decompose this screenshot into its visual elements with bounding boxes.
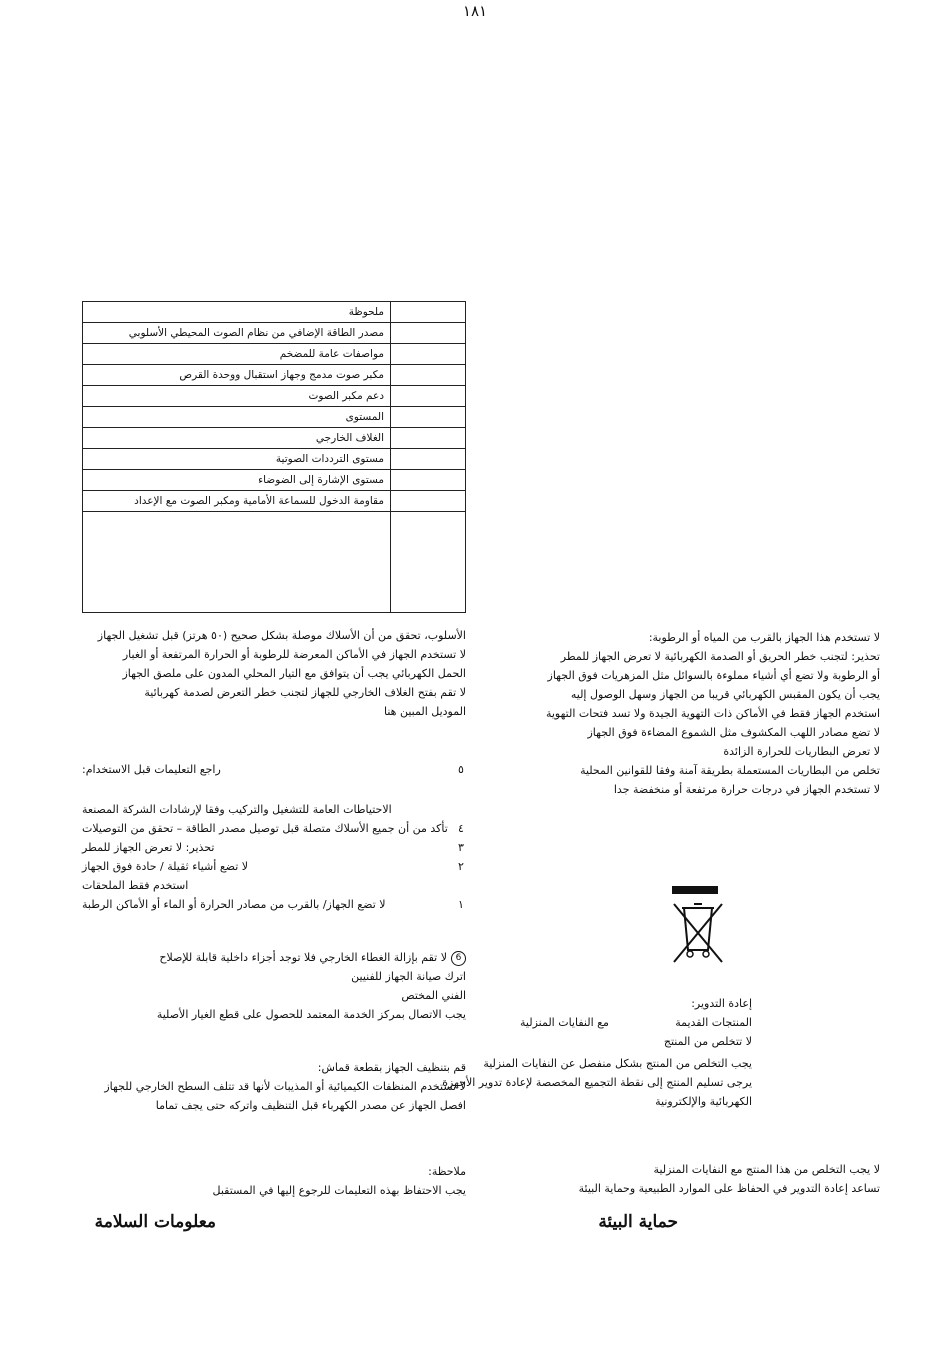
text-line: الكهربائية والإلكترونية [655, 1095, 752, 1108]
table-value-cell [391, 512, 466, 613]
list-item-number: ٤ [458, 822, 464, 835]
table-row [83, 344, 466, 365]
text-line: افصل الجهاز عن مصدر الكهرباء قبل التنظيف واتركه حتى يجف تماما [155, 1099, 466, 1112]
table-value-cell [391, 428, 466, 449]
text-line: لا تستخدم المنظفات الكيميائية أو المذيبات لأنها قد تتلف السطح الخارجي للجهاز [104, 1080, 466, 1093]
table-cell: مواصفات عامة للمضخم [83, 344, 391, 365]
list-item-text: الاحتياطات العامة للتشغيل والتركيب وفقا لإرشادات الشركة المصنعة [82, 803, 392, 816]
text-line: إعادة التدوير: [691, 997, 752, 1010]
table-value-cell [391, 344, 466, 365]
text-line: استخدم الجهاز فقط في الأماكن ذات التهوية الجيدة ولا تسد فتحات التهوية [545, 707, 880, 720]
list-item [82, 838, 472, 857]
table-cell: ملحوظة [83, 302, 391, 323]
text-span: لا تقم بإزالة الغطاء الخارجي فلا توجد أجزاء داخلية قابلة للإصلاح [159, 951, 447, 964]
list-item [82, 760, 472, 779]
table-row [83, 365, 466, 386]
table-value-cell [391, 323, 466, 344]
text-line: لا يجب التخلص من هذا المنتج مع النفايات المنزلية [653, 1163, 880, 1176]
circled-number: 6 [451, 951, 466, 966]
text-line: لا تستخدم هذا الجهاز بالقرب من المياه أو الرطوبة: [648, 631, 880, 644]
table-row [83, 491, 466, 512]
text-line: يجب التخلص من المنتج بشكل منفصل عن النفايات المنزلية [483, 1057, 752, 1070]
text-line: يرجى تسليم المنتج إلى نقطة التجميع المخصصة لإعادة تدوير الأجهزة [442, 1076, 752, 1089]
list-item [82, 876, 472, 895]
table-cell: مكبر صوت مدمج وجهاز استقبال ووحدة القرص [83, 365, 391, 386]
table-cell [83, 512, 391, 613]
table-row [83, 449, 466, 470]
text-line: الحمل الكهربائي يجب أن يتوافق مع التيار المحلي المدون على ملصق الجهاز [122, 667, 466, 680]
table-row [83, 470, 466, 491]
left-intro-paragraph [92, 626, 466, 721]
text-line: تساعد إعادة التدوير في الحفاظ على الموارد الطبيعية وحماية البيئة [578, 1182, 880, 1195]
list-item-text: تأكد من أن جميع الأسلاك متصلة قبل توصيل مصدر الطاقة – تحقق من التوصيلات [82, 822, 448, 835]
text-line: لا تضع مصادر اللهب المكشوف مثل الشموع المضاءة فوق الجهاز [587, 726, 880, 739]
text-line: يجب أن يكون المقبس الكهربائي قريبا من الجهاز وسهل الوصول إليه [570, 688, 880, 701]
right-intro-paragraph [508, 628, 880, 799]
table-row [83, 407, 466, 428]
table-value-cell [391, 386, 466, 407]
recycle-paragraph [520, 994, 752, 1051]
list-item [82, 819, 472, 838]
text-line: اترك صيانة الجهاز للفنيين [351, 970, 466, 983]
numbered-list [82, 760, 472, 779]
list-item-number: ٥ [458, 763, 464, 776]
list-item-number: ١ [458, 898, 464, 911]
table-value-cell [391, 302, 466, 323]
warning-paragraph [92, 948, 466, 1024]
care-paragraph [92, 1058, 466, 1115]
table-cell: مقاومة الدخول للسماعة الأمامية ومكبر الصوت مع الإعداد [83, 491, 391, 512]
table-cell: الغلاف الخارجي [83, 428, 391, 449]
list-item-text: راجع التعليمات قبل الاستخدام: [82, 763, 221, 776]
list-item [82, 800, 472, 819]
text-line: لا تستخدم الجهاز في درجات حرارة مرتفعة أو منخفضة جدا [613, 783, 880, 796]
right-footer-paragraph [508, 1160, 880, 1198]
text-line: الفني المختص [401, 989, 466, 1002]
text-line: أو الرطوبة ولا تضع أي أشياء مملوءة بالسوائل مثل المزهريات فوق الجهاز [547, 669, 880, 682]
table-cell: المستوى [83, 407, 391, 428]
text-line: يجب الاتصال بمركز الخدمة المعتمد للحصول على قطع الغيار الأصلية [156, 1008, 466, 1021]
numbered-list [82, 800, 472, 914]
specifications-table [82, 301, 466, 613]
table-value-cell [391, 449, 466, 470]
crossed-out-wheelie-bin-icon [668, 886, 728, 966]
page-number: ١٨١ [462, 2, 488, 20]
text-line: قم بتنظيف الجهاز بقطعة قماش: [317, 1061, 466, 1074]
table-value-cell [391, 365, 466, 386]
list-item-number: ٣ [458, 841, 464, 854]
table-cell: مستوى الإشارة إلى الضوضاء [83, 470, 391, 491]
text-line [92, 948, 466, 967]
section-heading: حماية البيئة [598, 1212, 678, 1232]
disposal-paragraph [442, 1054, 752, 1111]
text-line: تخلص من البطاريات المستعملة بطريقة آمنة وفقا للقوانين المحلية [580, 764, 880, 777]
list-item-text: لا تضع أشياء ثقيلة / حادة فوق الجهاز [82, 860, 249, 873]
list-item-number [458, 876, 472, 895]
list-item [82, 857, 472, 876]
text-line: ملاحظة: [428, 1165, 466, 1178]
text-line: لا تستخدم الجهاز في الأماكن المعرضة للرطوبة أو الحرارة المرتفعة أو الغبار [122, 648, 466, 661]
text-line: الأسلوب، تحقق من أن الأسلاك موصلة بشكل صحيح (٥٠ هرتز) قبل تشغيل الجهاز [97, 629, 466, 642]
table-row [83, 512, 466, 613]
list-item-number [458, 800, 472, 819]
table-value-cell [391, 470, 466, 491]
table-cell: مصدر الطاقة الإضافي من نظام الصوت المحيطي الأسلوبي [83, 323, 391, 344]
list-item-text: استخدم فقط الملحقات [82, 879, 189, 892]
table-row [83, 302, 466, 323]
left-footer-paragraph [92, 1162, 466, 1200]
list-item-text: لا تضع الجهاز/ بالقرب من مصادر الحرارة أو الماء أو الأماكن الرطبة [82, 898, 386, 911]
table-row [83, 428, 466, 449]
text-line: لا تعرض البطاريات للحرارة الزائدة [723, 745, 880, 758]
table-value-cell [391, 491, 466, 512]
text-span: مع النفايات المنزلية [520, 1016, 609, 1029]
text-line [520, 1013, 752, 1032]
list-item-text: تحذير: لا تعرض الجهاز للمطر [82, 841, 215, 854]
text-line: الموديل المبين هنا [384, 705, 466, 718]
table-value-cell [391, 407, 466, 428]
text-line: لا تتخلص من المنتج [663, 1035, 752, 1048]
text-line: لا تقم بفتح الغلاف الخارجي للجهاز لتجنب خطر التعرض لصدمة كهربائية [144, 686, 466, 699]
list-item-number: ٢ [458, 860, 464, 873]
table-cell: مستوى الترددات الصوتية [83, 449, 391, 470]
table-cell: دعم مكبر الصوت [83, 386, 391, 407]
text-line: تحذير: لتجنب خطر الحريق أو الصدمة الكهربائية لا تعرض الجهاز للمطر [560, 650, 880, 663]
list-item [82, 895, 472, 914]
text-line: يجب الاحتفاظ بهذه التعليمات للرجوع إليها في المستقبل [212, 1184, 466, 1197]
section-heading: معلومات السلامة [94, 1212, 216, 1232]
table-row [83, 386, 466, 407]
table-row [83, 323, 466, 344]
text-span: المنتجات القديمة [675, 1016, 752, 1029]
